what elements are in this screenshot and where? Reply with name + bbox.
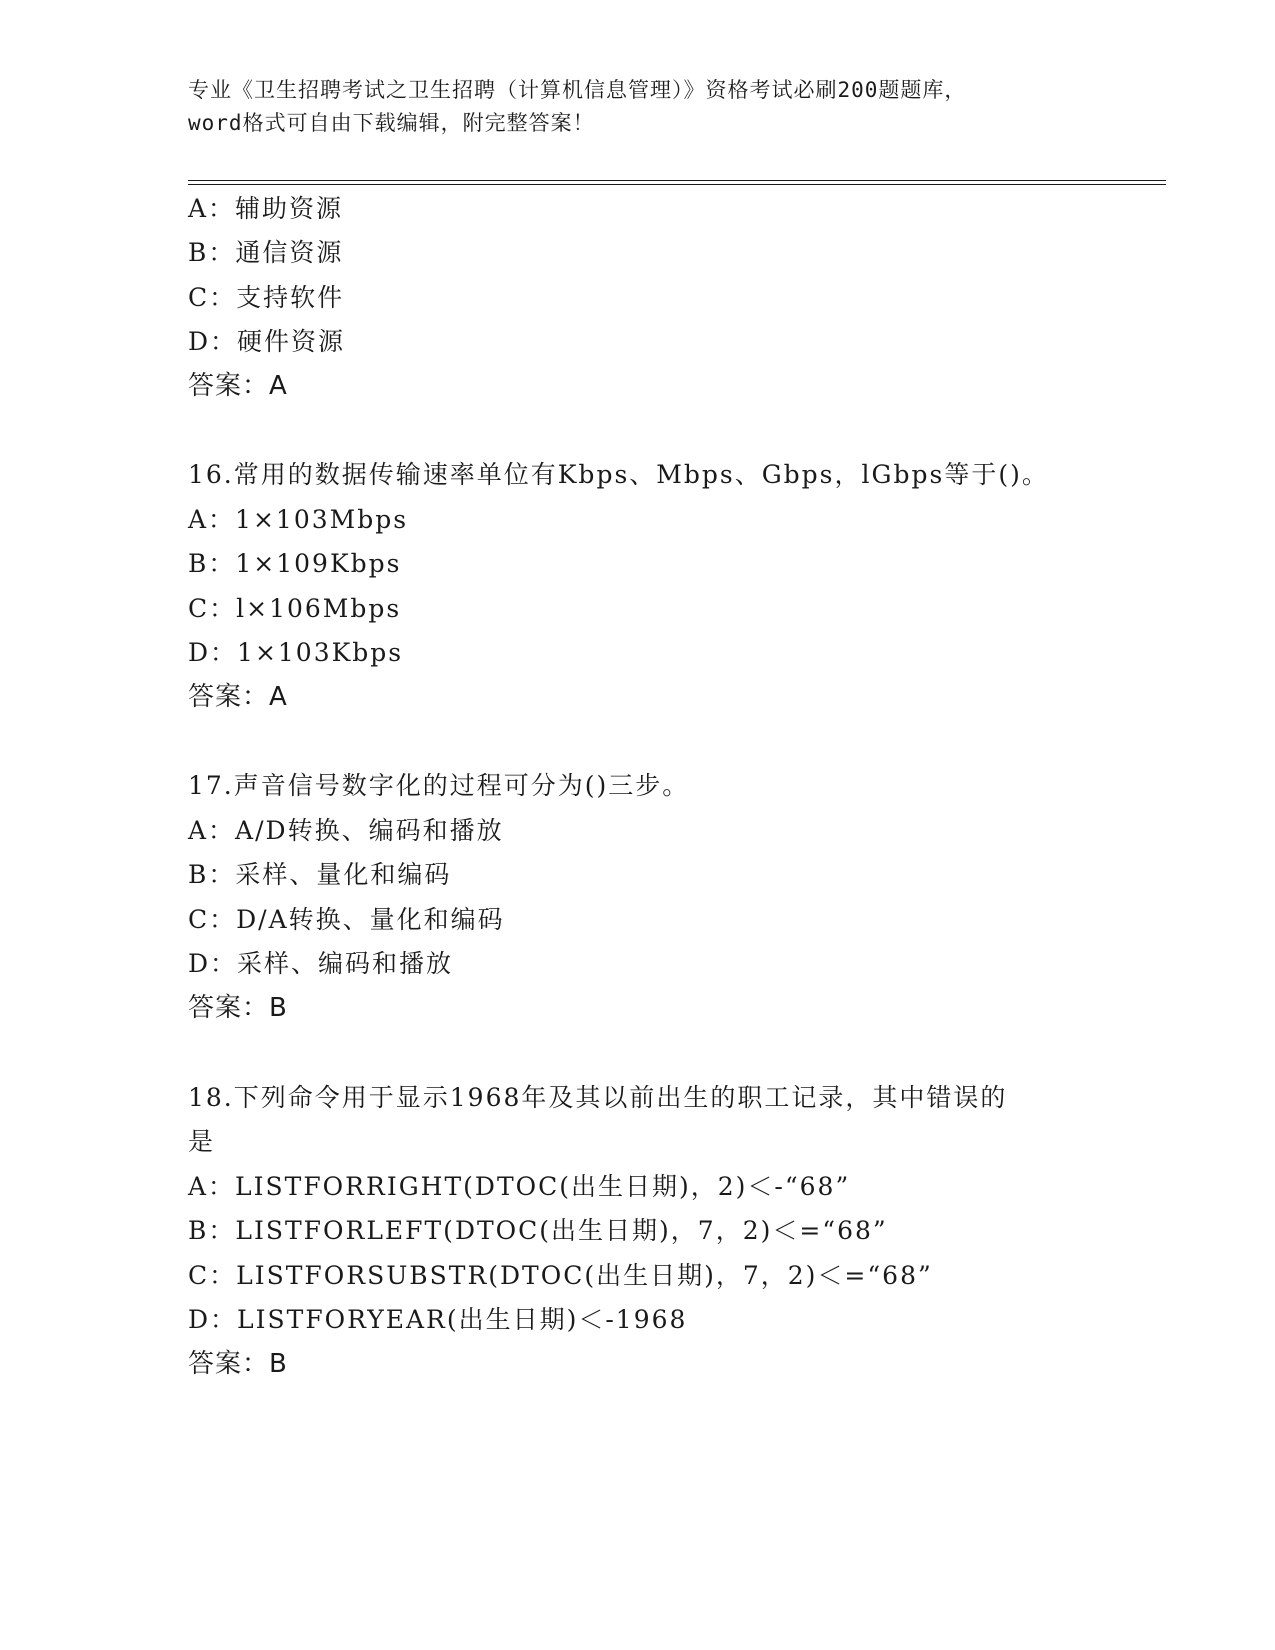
q16-question: 16.常用的数据传输速率单位有Kbps、Mbps、Gbps，lGbps等于()。: [188, 460, 1049, 489]
header-line-2: word格式可自由下载编辑，附完整答案！: [188, 111, 595, 135]
q18-option-c: C：LISTFORSUBSTR(DTOC(出生日期)，7，2)＜=“68”: [188, 1261, 933, 1290]
q16-option-a: A：1×103Mbps: [188, 505, 409, 534]
q17-answer: 答案：B: [188, 993, 288, 1023]
q18-option-d: D：LISTFORYEAR(出生日期)＜-1968: [188, 1305, 688, 1334]
header-line-1: 专业《卫生招聘考试之卫生招聘（计算机信息管理）》资格考试必刷200题题库，: [188, 78, 967, 102]
q18-option-a: A：LISTFORRIGHT(DTOC(出生日期)，2)＜-“68”: [188, 1172, 851, 1201]
q16-option-c: C：l×106Mbps: [188, 594, 402, 623]
q17-option-d: D：采样、编码和播放: [188, 949, 454, 978]
q15-option-c: C：支持软件: [188, 283, 345, 312]
q16-option-b: B：1×109Kbps: [188, 549, 402, 578]
q15-option-a: A：辅助资源: [188, 194, 344, 223]
q18-answer: 答案：B: [188, 1349, 288, 1379]
header-divider-top: [188, 180, 1166, 181]
q16-answer: 答案：A: [188, 682, 288, 712]
document-header: [188, 74, 1088, 140]
q15-option-d: D：硬件资源: [188, 327, 346, 356]
q18-question-line-1: 18.下列命令用于显示1968年及其以前出生的职工记录，其中错误的: [188, 1083, 1008, 1112]
q17-option-a: A：A/D转换、编码和播放: [188, 816, 504, 845]
q17-question: 17.声音信号数字化的过程可分为()三步。: [188, 771, 690, 800]
q17-option-c: C：D/A转换、量化和编码: [188, 905, 505, 934]
q15-option-b: B：通信资源: [188, 238, 344, 267]
q17-option-b: B：采样、量化和编码: [188, 860, 452, 889]
q18-question-line-2: 是: [188, 1127, 216, 1156]
header-divider-bottom: [188, 184, 1166, 185]
q16-option-d: D：1×103Kbps: [188, 638, 404, 667]
q15-answer: 答案：A: [188, 371, 288, 401]
q18-option-b: B：LISTFORLEFT(DTOC(出生日期)，7，2)＜=“68”: [188, 1216, 888, 1245]
